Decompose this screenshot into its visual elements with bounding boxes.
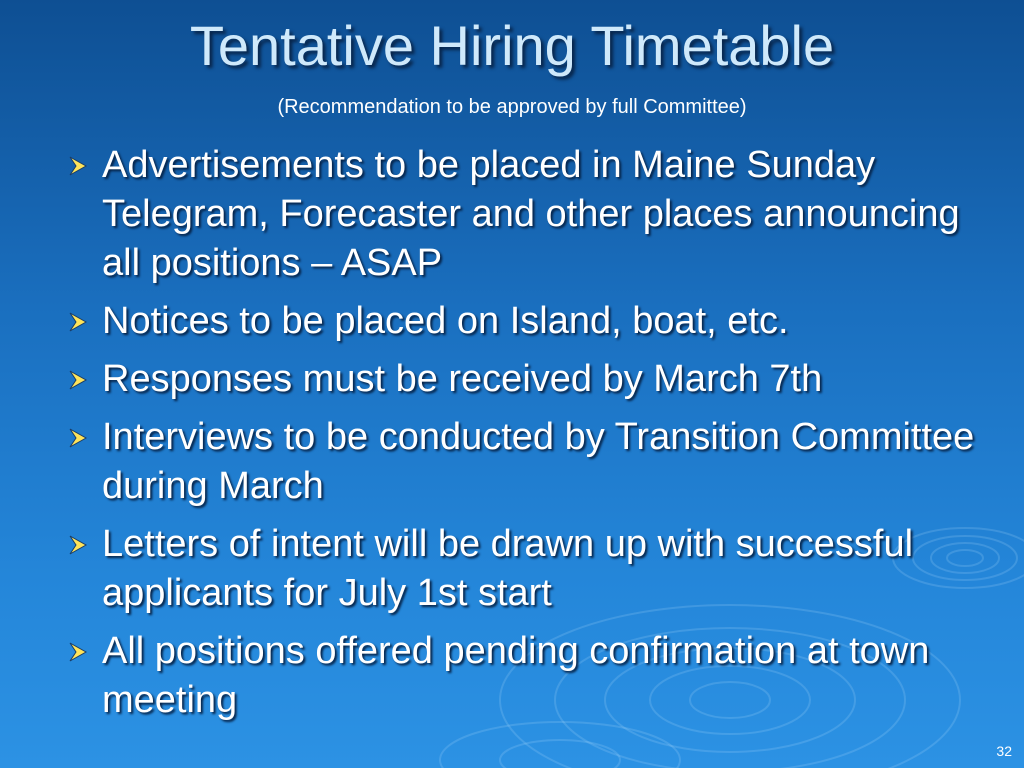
arrow-bullet-icon — [66, 427, 90, 449]
arrow-bullet-icon — [66, 155, 90, 177]
slide-title: Tentative Hiring Timetable — [189, 14, 835, 77]
page-number: 32 — [996, 743, 1012, 759]
bullet-item — [62, 141, 992, 288]
bullet-item — [62, 520, 992, 618]
bullet-item — [62, 297, 992, 346]
slide-subtitle: (Recommendation to be approved by full Committee) — [277, 96, 747, 118]
arrow-bullet-icon — [66, 534, 90, 556]
bullet-text: Responses must be received by March 7th — [102, 358, 823, 400]
bullet-item — [62, 413, 992, 511]
arrow-bullet-icon — [66, 311, 90, 333]
bullet-text: All positions offered pending confirmation at town meeting — [102, 630, 930, 721]
bullet-text: Interviews to be conducted by Transition Committee during March — [102, 416, 975, 507]
bullet-text: Notices to be placed on Island, boat, etc. — [102, 300, 789, 342]
bullet-text: Advertisements to be placed in Maine Sunday Telegram, Forecaster and other places announcing all positions – ASAP — [102, 144, 960, 284]
arrow-bullet-icon — [66, 641, 90, 663]
arrow-bullet-icon — [66, 369, 90, 391]
bullet-list — [62, 141, 992, 734]
bullet-item — [62, 355, 992, 404]
bullet-item — [62, 627, 992, 725]
bullet-text: Letters of intent will be drawn up with successful applicants for July 1st start — [102, 523, 914, 614]
